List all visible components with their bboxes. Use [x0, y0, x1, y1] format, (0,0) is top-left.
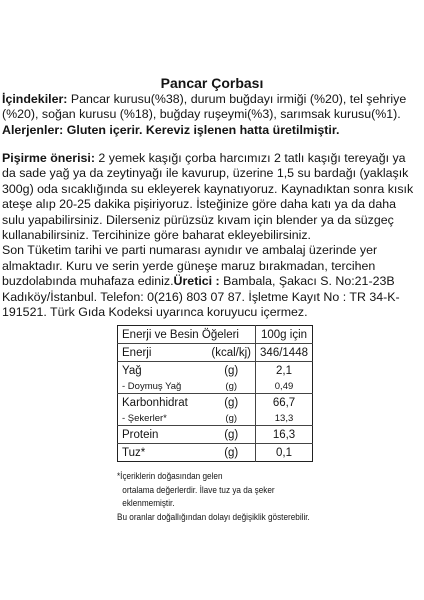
row-unit: (g) — [225, 412, 238, 424]
row-label: - Doymuş Yağ — [122, 380, 182, 392]
row-unit: (kcal/kj) — [207, 344, 255, 362]
cooking-label: Pişirme önerisi: — [2, 151, 95, 165]
table-row — [118, 379, 313, 394]
table-row — [118, 394, 313, 412]
table-row — [118, 411, 313, 426]
page-title: Pancar Çorbası — [160, 75, 264, 91]
nutrition-header-row — [118, 326, 313, 344]
table-row — [118, 426, 313, 444]
row-label: - Şekerler* — [122, 412, 167, 424]
row-value: 2,1 — [256, 362, 313, 380]
row-value: 0,49 — [256, 379, 313, 394]
note-line: Bu oranlar doğallığından dolayı değişiklik gösterebilir. — [117, 511, 310, 522]
row-value: 66,7 — [256, 394, 313, 412]
nutrition-header-label: Enerji ve Besin Öğeleri — [122, 328, 239, 341]
row-label: Protein — [118, 426, 208, 444]
table-row — [118, 344, 313, 362]
table-row — [118, 444, 313, 462]
cooking-text: 2 yemek kaşığı çorba harcımızı 2 tatlı kaşığı tereyağı ya da sade yağ ya da zeytinyağı ile kavurup, üzerine 1,5 su bardağı (yaklaşık 300g) oda sıcaklığında su ekleyerek kaynatıyoruz. Kaynadıktan sonra kısık ateşe alıp 20-25 dakika pişiriyoruz. İsteğinize göre daha katı ya da daha sulu yapabilirsiniz. Dilerseniz pürüzsüz kıvam için blender ya da süzgeç kullanabilirsiniz. Tercihinize göre baharat ekleyebilirsiniz. — [2, 151, 414, 243]
row-value: 16,3 — [256, 426, 313, 444]
producer-text: Bambala, Şakacı S. No:21-23B Kadıköy/İstanbul. Telefon: 0(216) 803 07 87. İşletme Kayıt No : TR 34-K-191521. Türk Gıda Kodeksi uyarınca koruyucu içermez. — [2, 274, 400, 320]
storage-text: Son Tüketim tarihi ve parti numarası aynıdır ve ambalaj üzerinde yer almaktadır. Kuru ve serin yerde güneşe maruz bırakmadan, tercihen buzdolabında muhafaza ediniz. — [2, 243, 378, 289]
row-value: 13,3 — [256, 411, 313, 426]
allergens-text: Gluten içerir. Kereviz işlenen hatta üretilmiştir. — [63, 122, 340, 137]
row-unit: (g) — [207, 362, 255, 380]
allergens-label: Alerjenler: — [2, 122, 64, 137]
table-row — [118, 362, 313, 380]
nutrition-table — [117, 325, 313, 462]
note-line: eklenmemiştir. — [122, 498, 175, 508]
nutrition-header-value: 100g için — [256, 326, 313, 344]
row-unit: (g) — [225, 380, 238, 392]
producer-label: Üretici : — [173, 274, 220, 289]
row-label: Enerji — [118, 344, 208, 362]
row-label: Tuz* — [118, 444, 208, 462]
row-unit: (g) — [207, 394, 255, 412]
ingredients-section — [2, 92, 422, 138]
row-value: 0,1 — [256, 444, 313, 462]
row-unit: (g) — [207, 444, 255, 462]
note-line: *İçeriklerin doğasından gelen — [117, 471, 223, 481]
note-line: ortalama değerlerdir. İlave tuz ya da şeker — [122, 484, 275, 495]
row-label: Yağ — [118, 362, 208, 380]
ingredients-label: İçindekiler: — [2, 92, 68, 106]
row-label: Karbonhidrat — [118, 394, 208, 412]
row-value: 346/1448 — [256, 344, 313, 362]
row-unit: (g) — [207, 426, 255, 444]
ingredients-text: Pancar kurusu(%38), durum buğdayı irmiği (%20), tel şehriye (%20), soğan kurusu (%18), buğday ruşeymi(%3), sarımsak kurusu(%1). — [2, 92, 407, 122]
nutrition-notes — [117, 470, 319, 524]
cooking-section — [2, 151, 422, 320]
